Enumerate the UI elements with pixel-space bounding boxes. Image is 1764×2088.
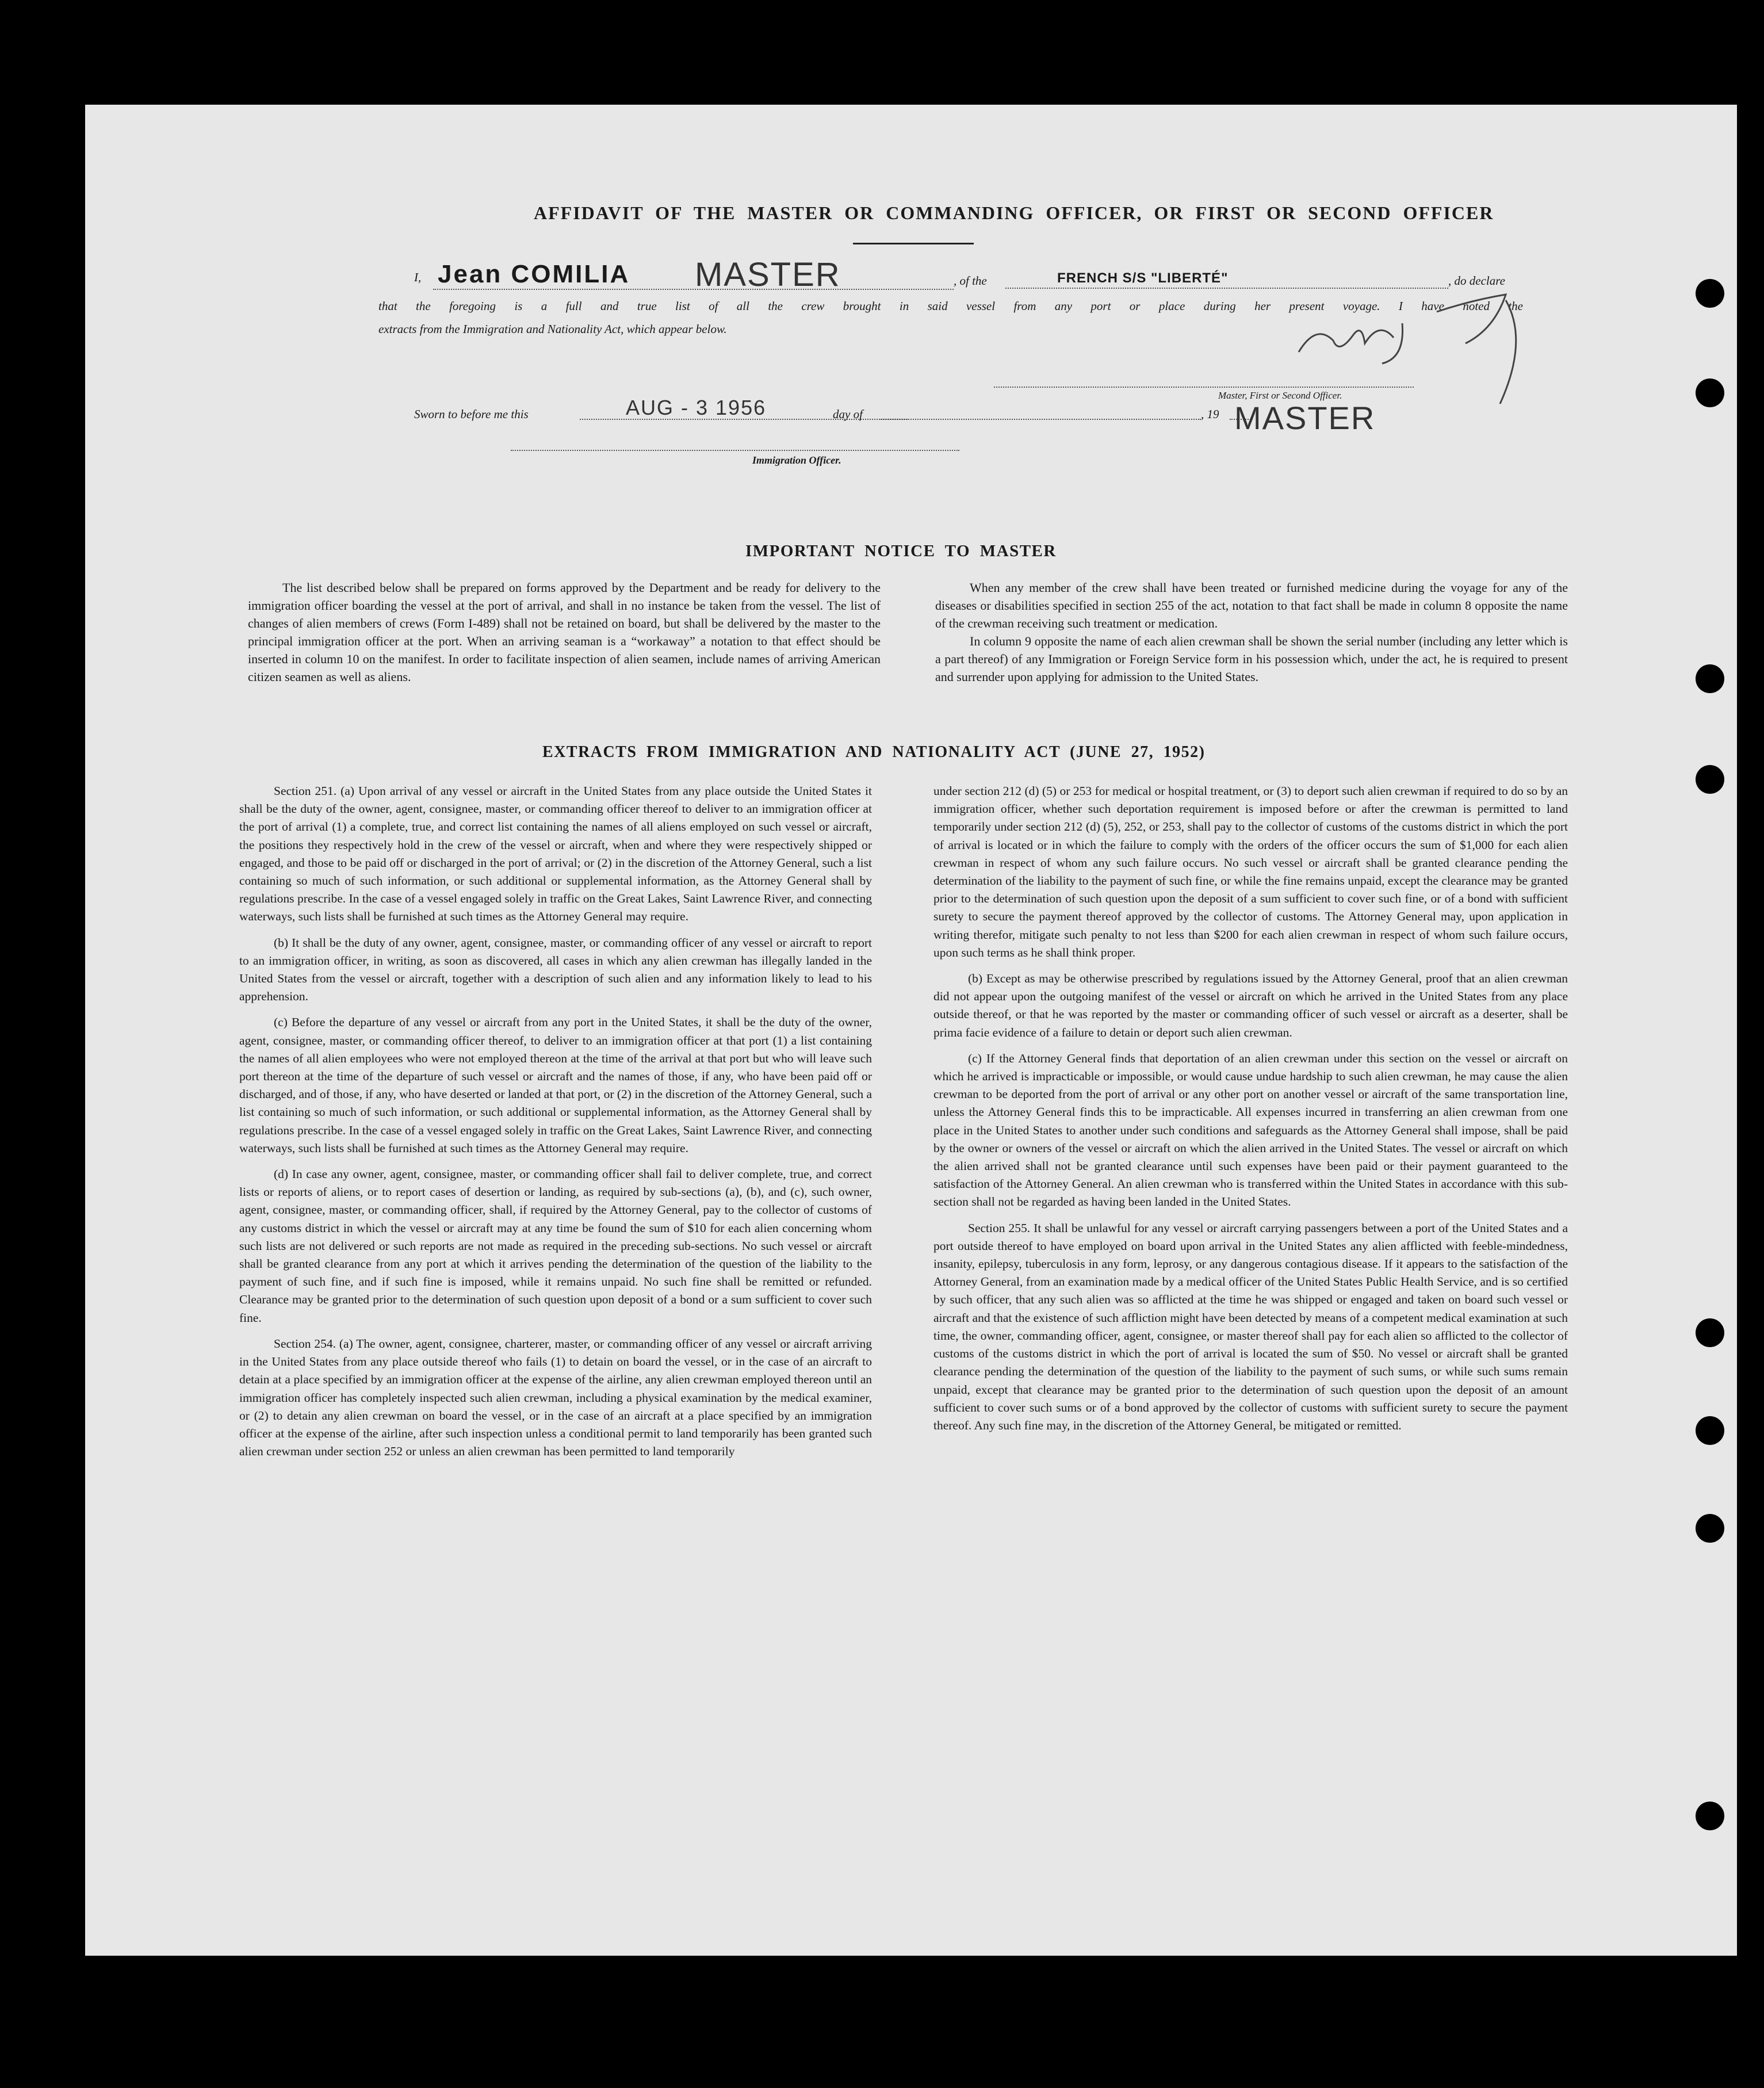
signature-blank (994, 387, 1414, 388)
binder-hole (1696, 1802, 1724, 1830)
extracts-left-column (239, 782, 872, 1469)
master-stamp: MASTER (1234, 400, 1376, 436)
sworn-date-stamp: AUG - 3 1956 (626, 396, 767, 419)
vessel-name: FRENCH S/S "LIBERTÉ" (1057, 270, 1229, 286)
month-blank (879, 419, 1201, 420)
notice-paragraph: In column 9 opposite the name of each alien crewman shall be shown the serial number (including any letter which is a part thereof) of any Immigration or Foreign Service form in his possession which, under the act, he is required to present and surrender upon applying for admission to the United States. (935, 634, 1568, 684)
extracts-title: EXTRACTS FROM IMMIGRATION AND NATIONALITY ACT (JUNE 27, 1952) (542, 743, 1206, 761)
document-page (85, 105, 1737, 1956)
section-paragraph: Section 251. (a) Upon arrival of any vessel or aircraft in the United States from any place outside the United States it shall be the duty of the owner, agent, consignee, master, or commanding officer thereof to deliver to an immigration officer at the port of arrival (1) a complete, true, and correct list containing the names of all aliens employed on such vessel or aircraft, the positions they respectively hold in the crew of the vessel or aircraft, when and where they were respectively shipped or engaged, and those to be paid off or discharged in the port of arrival; or (2) in the discretion of the Attorney General, such a list containing so much of such information, or such additional or supplemental information, as the Attorney General shall by regulations prescribe. In the case of a vessel engaged solely in traffic on the Great Lakes, Saint Lawrence River, and connecting waterways, such lists shall be furnished at such times as the Attorney General may require. (239, 784, 872, 924)
binder-hole (1696, 279, 1724, 308)
name-blank (433, 289, 954, 290)
notice-right-column (935, 579, 1568, 686)
affidavit-line-3: extracts from the Immigration and Nationality Act, which appear below. (378, 322, 727, 336)
binder-hole (1696, 1318, 1724, 1347)
rank-stamp: MASTER (695, 256, 841, 293)
affidavit-title: AFFIDAVIT OF THE MASTER OR COMMANDING OFFICER, OR FIRST OR SECOND OFFICER (534, 202, 1494, 223)
affidavit-prefix: I, (414, 270, 422, 284)
binder-hole (1696, 765, 1724, 794)
of-the-label: , of the (954, 274, 987, 288)
binder-hole (1696, 1416, 1724, 1445)
sworn-label: Sworn to before me this (414, 407, 529, 421)
affidavit-line-2: that the foregoing is a full and true list of all the crew brought in said vessel from any port or place during her present voyage. I have noted the (378, 299, 1523, 313)
binder-hole (1696, 1514, 1724, 1543)
day-of-label: day of (833, 407, 863, 421)
notice-left-column (248, 579, 881, 686)
section-paragraph: Section 255. It shall be unlawful for any vessel or aircraft carrying passengers between a port of the United States and a port outside thereof to have employed on board upon arrival in the United States any alien afflicted with feeble-mindedness, insanity, epilepsy, tuberculosis in any form, leprosy, or any dangerous contagious disease. If it appears to the satisfaction of the Attorney General, from an examination made by a medical officer of the United States Public Health Service, and is so certified by such officer, that any such alien was so afflicted at the time he was shipped or engaged and taken on board such vessel or aircraft and that the existence of such affliction might have been detected by means of a competent medical examination at such time, the owner, commanding officer, agent, consignee, or master thereof shall pay for each alien so afflicted to the collector of customs of the customs district in which the port of arrival is located the sum of $50. No vessel or aircraft shall be granted clearance pending the determination of the question of the liability to the payment of such sums, or while such sums remain unpaid, except that clearance may be granted prior to the determination of such question upon the deposit of an amount sufficient to cover such sums or of a bond approved by the collector of customs with sufficient surety to secure the payment thereof. Any such fine may, in the discretion of the Attorney General, be mitigated or remitted. (933, 1221, 1568, 1432)
officer-blank (511, 450, 959, 451)
notice-paragraph: When any member of the crew shall have been treated or furnished medicine during the voyage for any of the diseases or disabilities specified in section 255 of the act, notation to that fact shall be made in column 8 opposite the name of the crewman receiving such treatment or medication. (935, 580, 1568, 630)
year-prefix: , 19 (1201, 407, 1219, 421)
section-paragraph: Section 254. (a) The owner, agent, consignee, charterer, master, or commanding officer of any vessel or aircraft arriving in the United States from any place outside thereof who fails (1) to detain on board the vessel, or in the case of an aircraft to detain at a place specified by an immigration officer at the expense of the airline, any alien crewman employed thereon until an immigration officer has completely inspected such alien crewman, including a physical examination by the medical examiner, or (2) to detain any alien crewman on board the vessel, or in the case of an aircraft at a place specified by an immigration officer at the expense of the airline, after such inspection unless a conditional permit to land temporarily has been granted such alien crewman under section 252 or unless an alien crewman has been permitted to land temporarily (239, 1336, 872, 1459)
binder-hole (1696, 664, 1724, 693)
master-name: Jean COMILIA (438, 260, 630, 288)
section-paragraph: (b) It shall be the duty of any owner, agent, consignee, master, or commanding officer of any vessel or aircraft to report to an immigration officer, in writing, as soon as discovered, all cases in which any alien crewman has illegally landed in the United States from the vessel or aircraft, together with a description of such alien and any information likely to lead to his apprehension. (239, 935, 872, 1004)
extracts-right-column (933, 782, 1568, 1443)
notice-title: IMPORTANT NOTICE TO MASTER (745, 542, 1057, 560)
section-paragraph: (c) Before the departure of any vessel or aircraft from any port in the United States, it shall be the duty of the owner, agent, consignee, master, or commanding officer thereof, to deliver to an immigration officer at that port (1) a list containing the names of all alien employees who were not employed thereon at the time of the arrival at that port but who will leave such port thereon at the time of the departure of such vessel or aircraft and the names of those, if any, who have been paid off or discharged, and of those, if any, who have deserted or landed at that port, or (2) in the discretion of the Attorney General, such a list containing so much of such information, or such additional or supplemental information, as the Attorney General shall by regulations prescribe. In the case of a vessel engaged solely in traffic on the Great Lakes, Saint Lawrence River, and connecting waterways, such lists shall be furnished at such times as the Attorney General may require. (239, 1015, 872, 1155)
officer-caption: Immigration Officer. (752, 454, 841, 466)
section-paragraph: (c) If the Attorney General finds that deportation of an alien crewman under this section on the vessel or aircraft on which he arrived is impracticable or impossible, or would cause undue hardship to such alien crewman, he may cause the alien crewman to be deported from the port of arrival or any other port on another vessel or aircraft of the same transportation line, unless the Attorney General finds this to be impracticable. All expenses incurred in transferring an alien crewman from one place in the United States to another under such conditions and safeguards as the Attorney General shall impose, shall be paid by the owner or owners of the vessel or aircraft on which the alien arrived in the United States. The vessel or aircraft on which the alien arrived shall not be granted clearance until such expenses have been paid or their payment guaranteed to the satisfaction of the Attorney General. An alien crewman who is transferred within the United States in accordance with this sub-section shall not be regarded as having been landed in the United States. (933, 1051, 1568, 1209)
binder-hole (1696, 378, 1724, 407)
section-paragraph: under section 212 (d) (5) or 253 for medical or hospital treatment, or (3) to deport such alien crewman if required to do so by an immigration officer, whether such deportation requirement is imposed before or after the crewman is permitted to land temporarily under section 212 (d) (5), 252, or 253, shall pay to the collector of customs of the customs district in which the port of arrival is located or in which the failure to comply with the orders of the officer occurs the sum of $1,000 for each alien crewman in respect of whom any such failure occurs. No such vessel or aircraft shall be granted clearance pending the determination of the liability to the payment of such fine, or while the fine remains unpaid, except the clearance may be granted prior to the determination of such question upon the deposit of a sum sufficient to cover such fine, or of a bond with sufficient surety to secure the payment thereof approved by the collector of customs. The Attorney General may, upon application in writing therefor, mitigate such penalty to not less than $200 for each alien crewman in respect of whom such failure occurs, upon such terms as he shall think proper. (933, 784, 1568, 959)
declare-label: , do declare (1448, 274, 1505, 288)
section-paragraph: (d) In case any owner, agent, consignee, master, or commanding officer shall fail to deliver complete, true, and correct lists or reports of aliens, or to report cases of desertion or landing, as required by sub-sections (a), (b), and (c), such owner, agent, consignee, master, or commanding officer, shall, if required by the Attorney General, pay to the collector of customs of any customs district in which the vessel or aircraft may at any time be found the sum of $10 for each alien concerning whom such lists are not delivered or such reports are not made as required in the preceding sub-sections. No such vessel or aircraft shall be granted clearance from any port at which it arrives pending the determination of the question of the liability to the payment of such fine, and if such fine is imposed, while it remains unpaid. No such fine shall be remitted or refunded. Clearance may be granted prior to the determination of such question upon deposit of a bond or a sum sufficient to cover such fine. (239, 1167, 872, 1325)
notice-paragraph: The list described below shall be prepared on forms approved by the Department and be ready for delivery to the immigration officer boarding the vessel at the port of arrival, and shall in no instance be taken from the vessel. The list of changes of alien members of crews (Form I-489) shall not be retained on board, but shall be delivered by the master to the principal immigration officer at the port. When an arriving seaman is a “workaway” a notation to that effect should be inserted in column 10 on the manifest. In order to facilitate inspection of alien seamen, include names of arriving American citizen seamen as well as aliens. (248, 580, 881, 684)
master-caption: Master, First or Second Officer. (1218, 390, 1342, 401)
title-divider (853, 243, 974, 244)
section-paragraph: (b) Except as may be otherwise prescribed by regulations issued by the Attorney General, proof that an alien crewman did not appear upon the outgoing manifest of the vessel or aircraft on which he arrived in the United States from any place outside thereof, or that he was reported by the master or commanding officer of such vessel or aircraft as a deserter, shall be prima facie evidence of a failure to detain or deport such alien crewman. (933, 972, 1568, 1039)
